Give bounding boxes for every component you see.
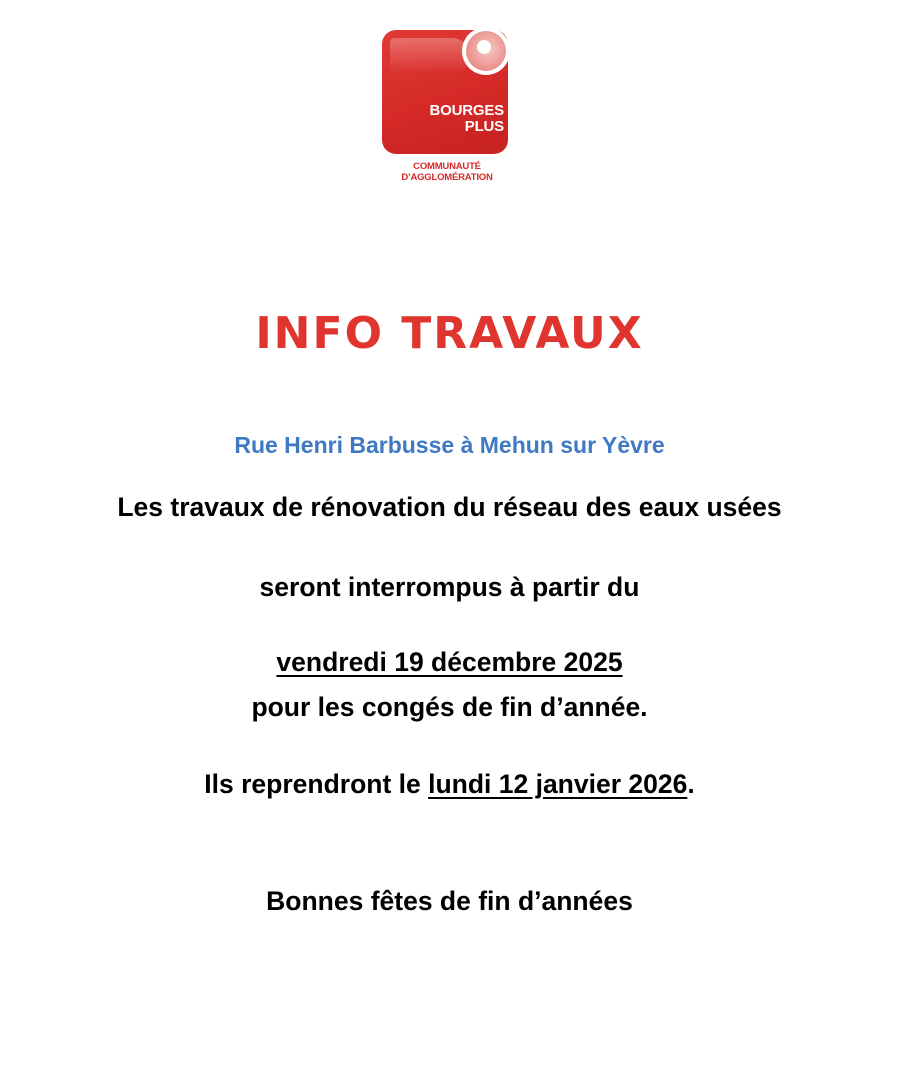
logo-name [430, 103, 504, 135]
logo-name-line2: PLUS [464, 118, 504, 135]
logo-subtitle-line2: D’AGGLOMÉRATION [401, 172, 493, 183]
logo-name-line1: BOURGES [429, 102, 504, 119]
work-location: Rue Henri Barbusse à Mehun sur Yèvre [234, 432, 665, 458]
notice-headline: INFO TRAVAUX [255, 308, 644, 359]
notice-line-3: pour les congés de fin d’année. [251, 692, 648, 722]
logo-shine [390, 38, 470, 74]
logo-subtitle [380, 161, 514, 183]
notice-line-1: Les travaux de rénovation du réseau des eaux usées [117, 492, 782, 522]
stop-date-text: vendredi 19 décembre 2025 [276, 647, 623, 677]
bourges-plus-logo [380, 27, 514, 189]
resume-date: lundi 12 janvier 2026 [428, 769, 688, 799]
logo-circle-dot [477, 40, 491, 54]
resume-suffix: . [687, 769, 695, 799]
resume-line [0, 769, 899, 800]
closing-greeting: Bonnes fêtes de fin d’années [266, 886, 633, 916]
logo-subtitle-line1: COMMUNAUTÉ [413, 161, 481, 172]
notice-line-2: seront interrompus à partir du [259, 572, 640, 602]
resume-prefix: Ils reprendront le [204, 769, 429, 799]
stop-date [0, 647, 899, 678]
